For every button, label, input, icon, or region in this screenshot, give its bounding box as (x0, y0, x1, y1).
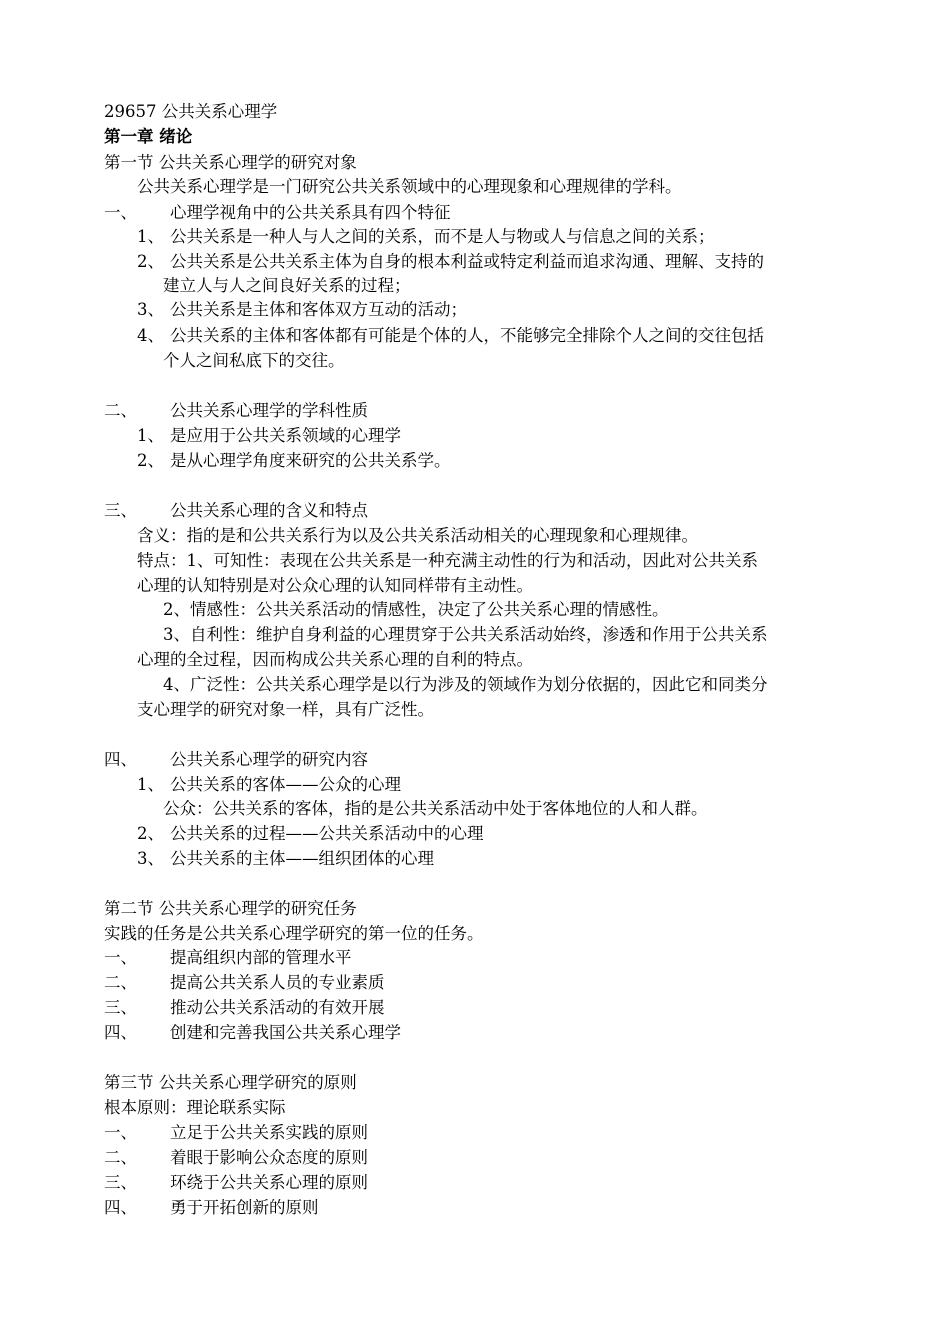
part3-feature4-line1: 4、广泛性：公共关系心理学是以行为涉及的领域作为划分依据的，因此它和同类分 (163, 675, 768, 694)
part4-item3-number: 3、 (137, 849, 164, 868)
section3-item2-marker: 二、 (104, 1148, 137, 1167)
section3-item3-marker: 三、 (104, 1173, 137, 1192)
part3-feature3-line1: 3、自利性：维护自身利益的心理贯穿于公共关系活动始终，渗透和作用于公共关系 (163, 625, 768, 644)
part4-item2-number: 2、 (137, 824, 164, 843)
part1-item3-number: 3、 (137, 300, 164, 319)
part3-feature2: 2、情感性：公共关系活动的情感性，决定了公共关系心理的情感性。 (163, 600, 669, 619)
section1-title: 第一节 公共关系心理学的研究对象 (104, 153, 357, 172)
part1-item4-continuation: 个人之间私底下的交往。 (163, 351, 345, 370)
section3-item4-marker: 四、 (104, 1198, 137, 1217)
chapter-heading: 第一章 绪论 (104, 127, 193, 146)
part4-item1-text: 公共关系的客体——公众的心理 (170, 775, 401, 794)
part1-item4-number: 4、 (137, 326, 164, 345)
part2-marker: 二、 (104, 401, 137, 420)
part1-item2-text: 公共关系是公共关系主体为自身的根本利益或特定利益而追求沟通、理解、支持的 (170, 252, 764, 271)
document-code-title: 29657 公共关系心理学 (104, 102, 278, 121)
section3-item2-text: 着眼于影响公众态度的原则 (170, 1148, 368, 1167)
part3-heading: 公共关系心理的含义和特点 (170, 501, 368, 520)
section2-item3-marker: 三、 (104, 998, 137, 1017)
section3-title: 第三节 公共关系心理学研究的原则 (104, 1073, 357, 1092)
section2-item1-marker: 一、 (104, 948, 137, 967)
part1-marker: 一、 (104, 203, 137, 222)
part1-item4-text: 公共关系的主体和客体都有可能是个体的人，不能够完全排除个人之间的交往包括 (170, 326, 764, 345)
part3-meaning: 含义：指的是和公共关系行为以及公共关系活动相关的心理现象和心理规律。 (137, 526, 698, 545)
part3-feature1-line2: 心理的认知特别是对公众心理的认知同样带有主动性。 (137, 576, 533, 595)
section3-item1-text: 立足于公共关系实践的原则 (170, 1123, 368, 1142)
part3-feature3-line2: 心理的全过程，因而构成公共关系心理的自利的特点。 (137, 650, 533, 669)
section2-item3-text: 推动公共关系活动的有效开展 (170, 998, 385, 1017)
part2-item1-number: 1、 (137, 426, 164, 445)
part4-heading: 公共关系心理学的研究内容 (170, 750, 368, 769)
part1-item3-text: 公共关系是主体和客体双方互动的活动； (170, 300, 467, 319)
part1-heading: 心理学视角中的公共关系具有四个特征 (170, 203, 451, 222)
part3-marker: 三、 (104, 501, 137, 520)
part4-public-definition: 公众：公共关系的客体，指的是公共关系活动中处于客体地位的人和人群。 (163, 799, 708, 818)
section2-item4-text: 创建和完善我国公共关系心理学 (170, 1023, 401, 1042)
part4-item1-number: 1、 (137, 775, 164, 794)
part1-item2-continuation: 建立人与人之间良好关系的过程； (163, 276, 411, 295)
section3-intro: 根本原则：理论联系实际 (104, 1098, 286, 1117)
section2-item2-text: 提高公共关系人员的专业素质 (170, 973, 385, 992)
part1-item2-number: 2、 (137, 252, 164, 271)
part3-feature1-line1: 特点：1、可知性：表现在公共关系是一种充满主动性的行为和活动，因此对公共关系 (137, 551, 758, 570)
section2-intro: 实践的任务是公共关系心理学研究的第一位的任务。 (104, 924, 484, 943)
section3-item4-text: 勇于开拓创新的原则 (170, 1198, 319, 1217)
part2-item2-text: 是从心理学角度来研究的公共关系学。 (170, 451, 451, 470)
part4-item3-text: 公共关系的主体——组织团体的心理 (170, 849, 434, 868)
part4-item2-text: 公共关系的过程——公共关系活动中的心理 (170, 824, 484, 843)
part2-item2-number: 2、 (137, 451, 164, 470)
section2-item2-marker: 二、 (104, 973, 137, 992)
section2-title: 第二节 公共关系心理学的研究任务 (104, 899, 357, 918)
part1-item1-number: 1、 (137, 227, 164, 246)
section2-item1-text: 提高组织内部的管理水平 (170, 948, 352, 967)
section3-item1-marker: 一、 (104, 1123, 137, 1142)
part2-item1-text: 是应用于公共关系领域的心理学 (170, 426, 401, 445)
part1-item1-text: 公共关系是一种人与人之间的关系，而不是人与物或人与信息之间的关系； (170, 227, 715, 246)
section2-item4-marker: 四、 (104, 1023, 137, 1042)
part4-marker: 四、 (104, 750, 137, 769)
section1-definition: 公共关系心理学是一门研究公共关系领域中的心理现象和心理规律的学科。 (137, 177, 682, 196)
part3-feature4-line2: 支心理学的研究对象一样，具有广泛性。 (137, 700, 434, 719)
part2-heading: 公共关系心理学的学科性质 (170, 401, 368, 420)
section3-item3-text: 环绕于公共关系心理的原则 (170, 1173, 368, 1192)
